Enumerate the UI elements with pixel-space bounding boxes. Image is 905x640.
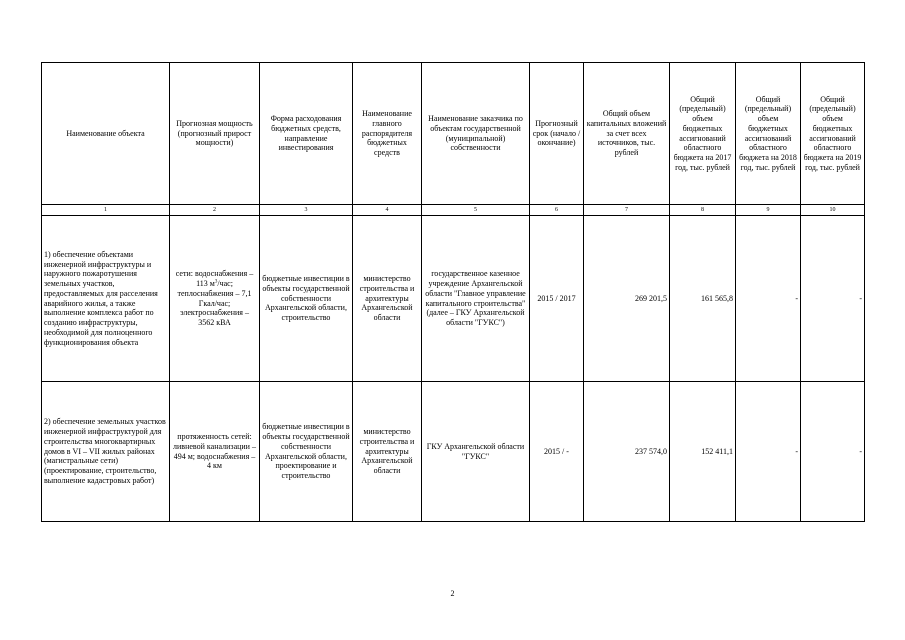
header-spending-form: Форма расходования бюджетных средств, направление инвестирования	[260, 63, 353, 205]
header-object-name: Наименование объекта	[42, 63, 170, 205]
budget-2018-cell: -	[736, 382, 801, 522]
capacity-text: /час; теплоснабжения – 7,1 Гкал/час; электроснабжения – 3562 кВА	[177, 279, 252, 327]
capacity-cell: протяженность сетей: ливневой канализации – 494 м; водоснабжения – 4 км	[170, 382, 260, 522]
column-number: 3	[260, 205, 353, 216]
customer-cell: ГКУ Архангельской области "ГУКС"	[422, 382, 530, 522]
column-number: 10	[801, 205, 865, 216]
table-header-row	[42, 63, 865, 205]
budget-manager-cell: министерство строительства и архитектуры Архангельской области	[353, 382, 422, 522]
term-cell: 2015 / 2017	[530, 216, 584, 382]
page-number: 2	[450, 589, 455, 598]
budget-2017-cell: 152 411,1	[670, 382, 736, 522]
budget-manager-cell: министерство строительства и архитектуры Архангельской области	[353, 216, 422, 382]
header-budget-2019: Общий (предельный) объем бюджетных ассигнований областного бюджета на 2019 год, тыс. рублей	[801, 63, 865, 205]
customer-cell: государственное казенное учреждение Архангельской области "Главное управление капитального строительства" (далее – ГКУ Архангельской области "ГУКС")	[422, 216, 530, 382]
budget-2019-cell: -	[801, 382, 865, 522]
table-row	[42, 382, 865, 522]
total-investment-cell: 237 574,0	[584, 382, 670, 522]
column-number: 1	[42, 205, 170, 216]
column-number: 9	[736, 205, 801, 216]
column-number: 6	[530, 205, 584, 216]
column-number: 2	[170, 205, 260, 216]
budget-2018-cell: -	[736, 216, 801, 382]
header-budget-2017: Общий (предельный) объем бюджетных ассигнований областного бюджета на 2017 год, тыс. рублей	[670, 63, 736, 205]
object-name-cell: 2) обеспечение земельных участков инженерной инфраструктурой для строительства многоквартирных домов в VI – VII жилых районах (магистральные сети) (проектирование, строительство, выполнение кадастровых работ)	[42, 382, 170, 522]
column-number: 7	[584, 205, 670, 216]
object-name-cell: 1) обеспечение объектами инженерной инфраструктуры и наружного пожаротушения земельных участков, предоставляемых для расселения аварийного жилья, а также выполнение комплекса работ по созданию инфраструктуры, необходимой для полноценного функционирования объекта	[42, 216, 170, 382]
table-row	[42, 216, 865, 382]
term-cell: 2015 / -	[530, 382, 584, 522]
capacity-superscript: 3	[214, 279, 218, 285]
header-budget-manager: Наименование главного распорядителя бюджетных средств	[353, 63, 422, 205]
header-capacity: Прогнозная мощность (прогнозный прирост мощности)	[170, 63, 260, 205]
budget-2017-cell: 161 565,8	[670, 216, 736, 382]
capacity-text: сети: водоснабжения – 113 м	[175, 269, 254, 288]
column-number: 4	[353, 205, 422, 216]
column-number-row	[42, 205, 865, 216]
column-number: 8	[670, 205, 736, 216]
header-customer: Наименование заказчика по объектам государственной (муниципальной) собственности	[422, 63, 530, 205]
investment-table	[41, 62, 865, 522]
header-budget-2018: Общий (предельный) объем бюджетных ассигнований областного бюджета на 2018 год, тыс. рублей	[736, 63, 801, 205]
header-total-investment: Общий объем капитальных вложений за счет всех источников, тыс. рублей	[584, 63, 670, 205]
spending-form-cell: бюджетные инвестиции в объекты государственной собственности Архангельской области, строительство	[260, 216, 353, 382]
capacity-cell	[170, 216, 260, 382]
budget-2019-cell: -	[801, 216, 865, 382]
total-investment-cell: 269 201,5	[584, 216, 670, 382]
column-number: 5	[422, 205, 530, 216]
header-term: Прогнозный срок (начало / окончание)	[530, 63, 584, 205]
spending-form-cell: бюджетные инвестиции в объекты государственной собственности Архангельской области, проектирование и строительство	[260, 382, 353, 522]
